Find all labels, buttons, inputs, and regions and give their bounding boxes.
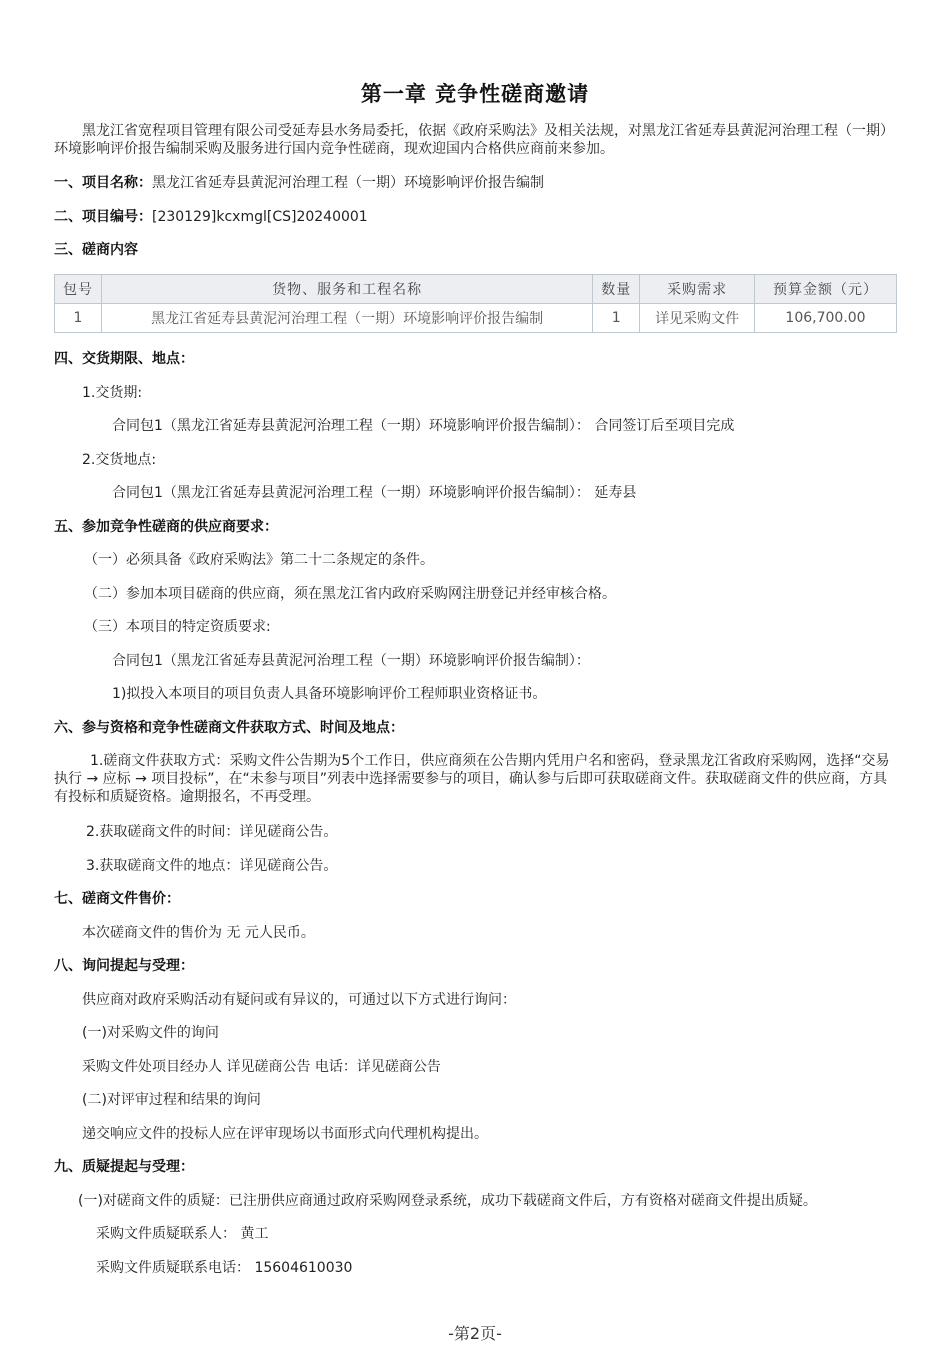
requirement-1: （一）必须具备《政府采购法》第二十二条规定的条件。 <box>84 552 434 568</box>
col-package-no: 包号 <box>55 275 102 304</box>
delivery-place-value: 合同包1（黑龙江省延寿县黄泥河治理工程（一期）环境影响评价报告编制）： 延寿县 <box>112 485 637 501</box>
col-budget: 预算金额（元） <box>755 275 897 304</box>
requirement-3-detail: 1)拟投入本项目的项目负责人具备环境影响评价工程师职业资格证书。 <box>112 686 547 702</box>
inquiry-intro: 供应商对政府采购活动有疑问或有异议的，可通过以下方式进行询问： <box>82 992 516 1008</box>
section-2-heading: 二、项目编号： <box>54 209 152 225</box>
project-number-line <box>54 208 896 226</box>
inquiry-review-heading: (二)对评审过程和结果的询问 <box>82 1092 261 1108</box>
challenge-contact-phone: 采购文件质疑联系电话： 15604610030 <box>96 1260 353 1276</box>
challenge-text: (一)对磋商文件的质疑：已注册供应商通过政府采购网登录系统，成功下载磋商文件后，方有资格对磋商文件提出质疑。 <box>78 1193 817 1209</box>
acquisition-time: 2.获取磋商文件的时间：详见磋商公告。 <box>86 824 338 840</box>
section-4-heading: 四、交货期限、地点： <box>54 351 194 367</box>
page-number: -第2页- <box>448 1324 502 1343</box>
cell-item-name: 黑龙江省延寿县黄泥河治理工程（一期）环境影响评价报告编制 <box>101 304 592 333</box>
procurement-table <box>54 274 897 333</box>
col-item-name: 货物、服务和工程名称 <box>101 275 592 304</box>
cell-budget: 106,700.00 <box>755 304 897 333</box>
challenge-contact-person: 采购文件质疑联系人： 黄工 <box>96 1226 269 1242</box>
requirement-3-package: 合同包1（黑龙江省延寿县黄泥河治理工程（一期）环境影响评价报告编制）： <box>112 653 590 669</box>
section-8-heading: 八、询问提起与受理： <box>54 958 194 974</box>
col-quantity: 数量 <box>593 275 640 304</box>
project-name-line <box>54 174 896 192</box>
intro-paragraph: 黑龙江省宽程项目管理有限公司受延寿县水务局委托，依据《政府采购法》及相关法规，对黑龙江省延寿县黄泥河治理工程（一期）环境影响评价报告编制采购及服务进行国内竞争性磋商，现欢迎国内合格供应商前来参加。 <box>54 123 894 157</box>
delivery-period-value: 合同包1（黑龙江省延寿县黄泥河治理工程（一期）环境影响评价报告编制）： 合同签订后至项目完成 <box>112 418 735 434</box>
project-number-value: [230129]kcxmgl[CS]20240001 <box>152 209 368 225</box>
section-7-heading: 七、磋商文件售价： <box>54 891 180 907</box>
table-row <box>55 304 897 333</box>
cell-quantity: 1 <box>593 304 640 333</box>
cell-package-no: 1 <box>55 304 102 333</box>
inquiry-doc-heading: (一)对采购文件的询问 <box>82 1025 219 1041</box>
delivery-place-label: 2.交货地点: <box>82 452 157 468</box>
section-6-heading: 六、参与资格和竞争性磋商文件获取方式、时间及地点： <box>54 720 404 736</box>
acquisition-place: 3.获取磋商文件的地点：详见磋商公告。 <box>86 858 338 874</box>
project-name-value: 黑龙江省延寿县黄泥河治理工程（一期）环境影响评价报告编制 <box>152 175 544 191</box>
table-header-row <box>55 275 897 304</box>
requirement-2: （二）参加本项目磋商的供应商，须在黑龙江省内政府采购网注册登记并经审核合格。 <box>84 586 616 602</box>
inquiry-review-text: 递交响应文件的投标人应在评审现场以书面形式向代理机构提出。 <box>82 1126 488 1142</box>
section-3-heading: 三、磋商内容 <box>54 242 138 258</box>
page-title: 第一章 竞争性磋商邀请 <box>360 82 590 106</box>
section-5-heading: 五、参加竞争性磋商的供应商要求： <box>54 519 278 535</box>
section-1-heading: 一、项目名称： <box>54 175 152 191</box>
col-requirement: 采购需求 <box>640 275 755 304</box>
inquiry-doc-contact: 采购文件处项目经办人 详见磋商公告 电话：详见磋商公告 <box>82 1059 441 1075</box>
document-price: 本次磋商文件的售价为 无 元人民币。 <box>82 925 315 941</box>
cell-requirement: 详见采购文件 <box>640 304 755 333</box>
section-9-heading: 九、质疑提起与受理： <box>54 1159 194 1175</box>
acquisition-method: 1.磋商文件获取方式：采购文件公告期为5个工作日，供应商须在公告期内凭用户名和密码，登录黑龙江省政府采购网，选择“交易执行 → 应标 → 项目投标”，在“未参与项目”列表中选择需要参与的项目，确认参与后即可获取磋商文件。获取磋商文件的供应商，方具有投标和质疑资格。逾期报名，不再受理。 <box>54 753 890 805</box>
requirement-3: （三）本项目的特定资质要求: <box>84 619 271 635</box>
delivery-period-label: 1.交货期: <box>82 385 143 401</box>
